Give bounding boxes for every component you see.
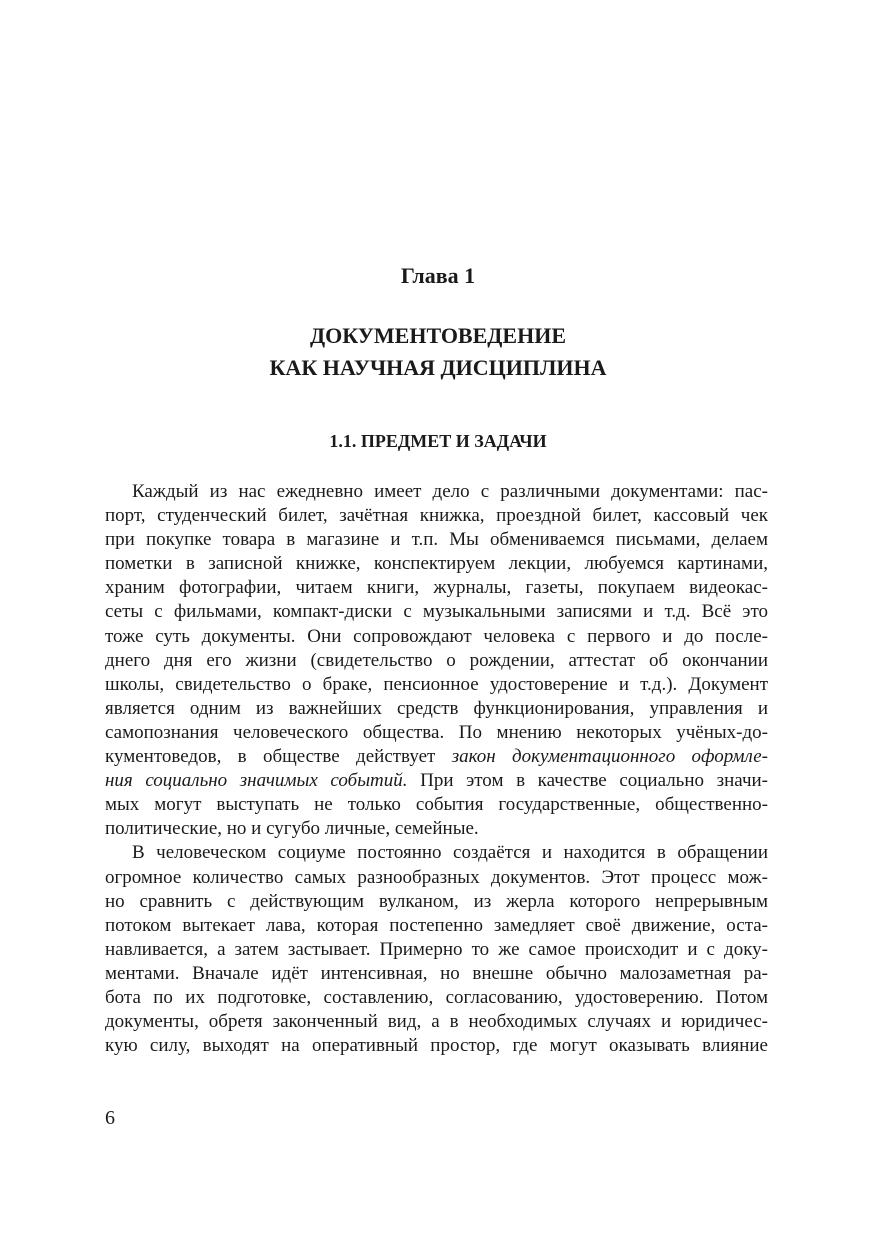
text-line: документы, обретя законченный вид, а в необходимых случаях и юридичес- bbox=[105, 1011, 768, 1033]
section-title: 1.1. ПРЕДМЕТ И ЗАДАЧИ bbox=[329, 431, 547, 451]
text-line: тоже суть документы. Они сопровождают человека с первого и до после- bbox=[105, 625, 768, 647]
text-line: навливается, а затем застывает. Примерно то же самое происходит и с доку- bbox=[105, 938, 768, 960]
chapter-title-line-1: ДОКУМЕНТОВЕДЕНИЕ bbox=[309, 323, 566, 348]
text-line: огромное количество самых разнообразных документов. Этот процесс мож- bbox=[105, 866, 768, 888]
text-line: сеты с фильмами, компакт-диски с музыкальными записями и т.д. Всё это bbox=[105, 601, 768, 623]
text-line: ментами. Вначале идёт интенсивная, но внешне обычно малозаметная ра- bbox=[105, 962, 768, 984]
text-line: бота по их подготовке, составлению, согласованию, удостоверению. Потом bbox=[105, 986, 768, 1008]
text-line: является одним из важнейших средств функционирования, управления и bbox=[105, 697, 768, 719]
text-line: но сравнить с действующим вулканом, из жерла которого непрерывным bbox=[105, 890, 768, 912]
italic-law-term: закон документационного оформле- bbox=[451, 746, 768, 768]
paragraph-1 bbox=[105, 480, 768, 841]
paragraph-2 bbox=[105, 841, 768, 1058]
plain-fragment: При этом в качестве социально значи- bbox=[420, 770, 768, 792]
text-line: кую силу, выходят на оперативный простор, где могут оказывать влияние bbox=[105, 1035, 768, 1057]
text-line: порт, студенческий билет, зачётная книжка, проездной билет, кассовый чек bbox=[105, 505, 768, 527]
page-number: 6 bbox=[105, 1107, 115, 1129]
body-text bbox=[105, 480, 768, 1058]
text-line: мых могут выступать не только события государственные, общественно- bbox=[105, 794, 768, 816]
text-line: храним фотографии, читаем книги, журналы, газеты, покупаем видеокас- bbox=[105, 577, 768, 599]
text-line: при покупке товара в магазине и т.п. Мы обмениваемся письмами, делаем bbox=[105, 529, 768, 551]
text-line: школы, свидетельство о браке, пенсионное удостоверение и т.д.). Документ bbox=[105, 673, 768, 695]
chapter-label: Глава 1 bbox=[400, 263, 476, 288]
text-line: В человеческом социуме постоянно создаётся и находится в обращении bbox=[132, 842, 768, 864]
chapter-title-line-2: КАК НАУЧНАЯ ДИСЦИПЛИНА bbox=[269, 355, 607, 380]
italic-law-term: ния социально значимых событий. bbox=[105, 770, 408, 792]
text-line: потоком вытекает лава, которая постепенно замедляет своё движение, оста- bbox=[105, 914, 768, 936]
text-line: Каждый из нас ежедневно имеет дело с различными документами: пас- bbox=[132, 481, 768, 502]
text-line: днего дня его жизни (свидетельство о рождении, аттестат об окончании bbox=[105, 649, 768, 671]
chapter-title bbox=[0, 320, 876, 384]
text-line: пометки в записной книжке, конспектируем лекции, любуемся картинами, bbox=[105, 553, 768, 575]
text-line: политические, но и сугубо личные, семейные. bbox=[105, 818, 479, 840]
plain-fragment: кументоведов, в обществе действует bbox=[105, 746, 436, 768]
text-line-mixed bbox=[105, 769, 768, 793]
text-line-mixed bbox=[105, 745, 768, 769]
text-line: самопознания человеческого общества. По мнению некоторых учёных-до- bbox=[105, 721, 768, 743]
